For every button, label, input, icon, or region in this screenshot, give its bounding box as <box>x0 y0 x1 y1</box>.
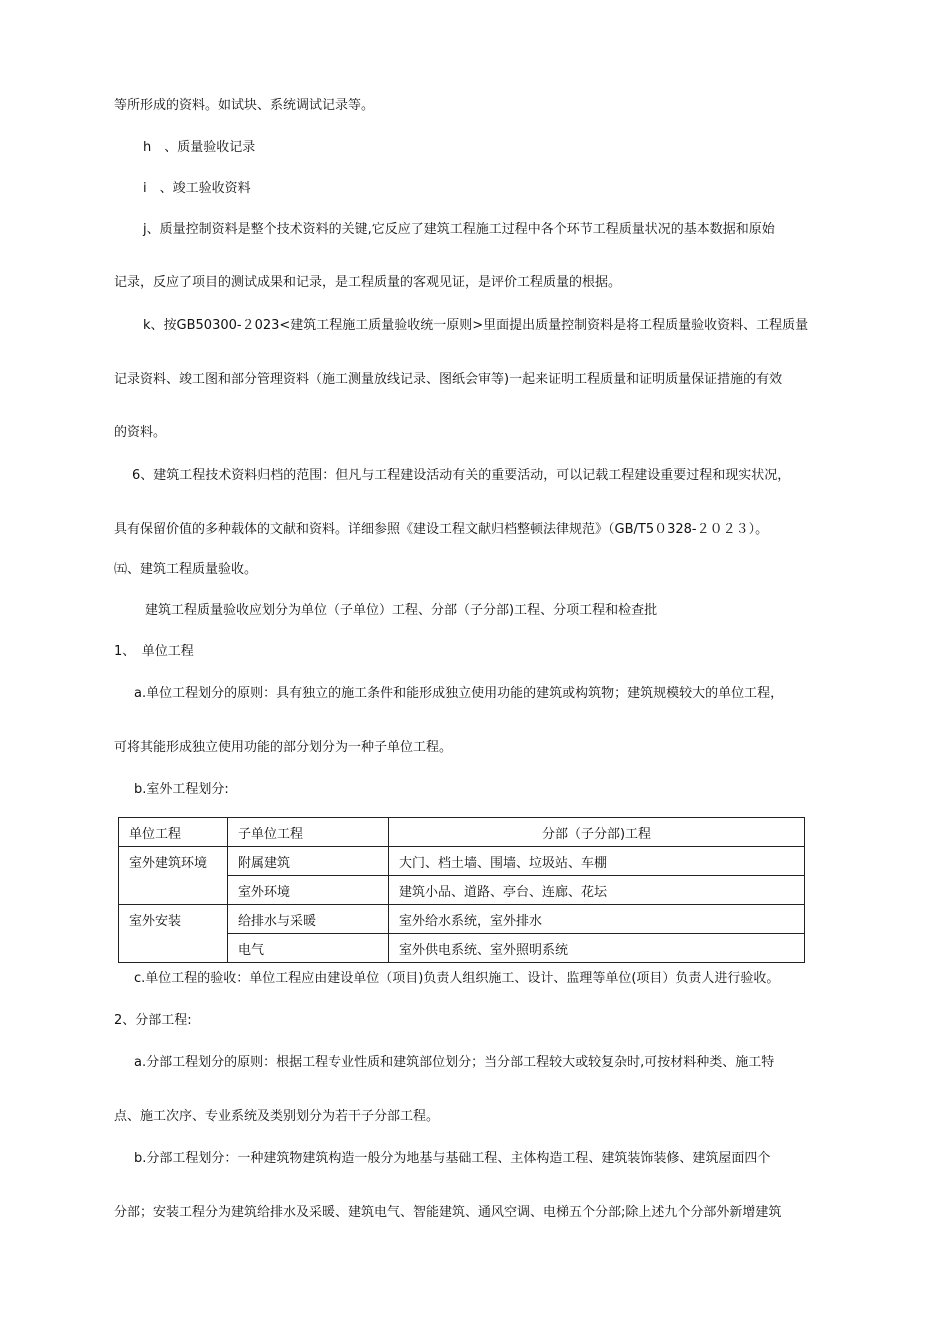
list-item-i: i 、竣工验收资料 <box>143 181 251 196</box>
subunit-cell: 给排水与采暖 <box>228 905 389 934</box>
list-item-h: h 、质量验收记录 <box>143 140 256 155</box>
table-header-row <box>119 818 805 847</box>
unit-cell: 室外建筑环境 <box>119 847 228 905</box>
paragraph-6: 6、建筑工程技术资料归档的范围：但凡与工程建设活动有关的重要活动，可以记载工程建设重要过程和现实状况， <box>132 468 791 483</box>
list-item-b: b.分部工程划分：一种建筑物建筑构造一般分为地基与基础工程、主体构造工程、建筑装饰装修、建筑屋面四个 <box>134 1151 771 1166</box>
text-line: 具有保留价值的多种载体的文献和资料。详细参照《建设工程文献归档整顿法律规范》（GB/T5０328-２０２３）。 <box>114 522 769 537</box>
list-item-c: c.单位工程的验收：单位工程应由建设单位（项目)负责人组织施工、设计、监理等单位(项目）负责人进行验收。 <box>134 971 780 986</box>
table-header: 子单位工程 <box>228 818 389 847</box>
text-line: 建筑工程质量验收应划分为单位（子单位）工程、分部（子分部)工程、分项工程和检查批 <box>145 603 658 618</box>
table-row <box>119 905 805 934</box>
list-item-a: a.单位工程划分的原则：具有独立的施工条件和能形成独立使用功能的建筑或构筑物；建筑规模较大的单位工程， <box>134 686 784 701</box>
parts-cell: 建筑小品、道路、亭台、连廊、花坛 <box>389 876 805 905</box>
table-row <box>119 847 805 876</box>
table-header: 单位工程 <box>119 818 228 847</box>
parts-cell: 室外给水系统，室外排水 <box>389 905 805 934</box>
subunit-cell: 附属建筑 <box>228 847 389 876</box>
subheading-sub-project: 2、分部工程: <box>114 1013 192 1028</box>
list-item-b: b.室外工程划分: <box>134 782 229 797</box>
parts-cell: 室外供电系统、室外照明系统 <box>389 934 805 963</box>
list-item-a: a.分部工程划分的原则：根据工程专业性质和建筑部位划分；当分部工程较大或较复杂时,可按材料种类、施工特 <box>134 1055 775 1070</box>
subunit-cell: 室外环境 <box>228 876 389 905</box>
text-line: 记录资料、竣工图和部分管理资料（施工测量放线记录、图纸会审等)一起来证明工程质量和证明质量保证措施的有效 <box>114 372 783 387</box>
text-line: 点、施工次序、专业系统及类别划分为若干子分部工程。 <box>114 1109 440 1124</box>
list-item-j: j、质量控制资料是整个技术资料的关键,它反应了建筑工程施工过程中各个环节工程质量状况的基本数据和原始 <box>143 222 775 237</box>
text-line: 的资料。 <box>114 425 167 440</box>
text-line: 可将其能形成独立使用功能的部分划分为一种子单位工程。 <box>114 740 453 755</box>
table-header: 分部（子分部)工程 <box>389 818 805 847</box>
unit-cell: 室外安装 <box>119 905 228 963</box>
text-line: 分部；安装工程分为建筑给排水及采暖、建筑电气、智能建筑、通风空调、电梯五个分部;除上述九个分部外新增建筑 <box>114 1205 782 1220</box>
section-heading: ㈤、建筑工程质量验收。 <box>114 562 258 577</box>
text-line: 等所形成的资料。如试块、系统调试记录等。 <box>114 98 375 113</box>
outdoor-works-table <box>118 817 805 963</box>
list-item-k: k、按GB50300-２023<建筑工程施工质量验收统一原则>里面提出质量控制资料是将工程质量验收资料、工程质量 <box>143 318 809 333</box>
subheading-unit-project: 1、 单位工程 <box>114 644 194 659</box>
subunit-cell: 电气 <box>228 934 389 963</box>
parts-cell: 大门、档土墙、围墙、垃圾站、车棚 <box>389 847 805 876</box>
text-line: 记录，反应了项目的测试成果和记录，是工程质量的客观见证，是评价工程质量的根据。 <box>114 275 622 290</box>
